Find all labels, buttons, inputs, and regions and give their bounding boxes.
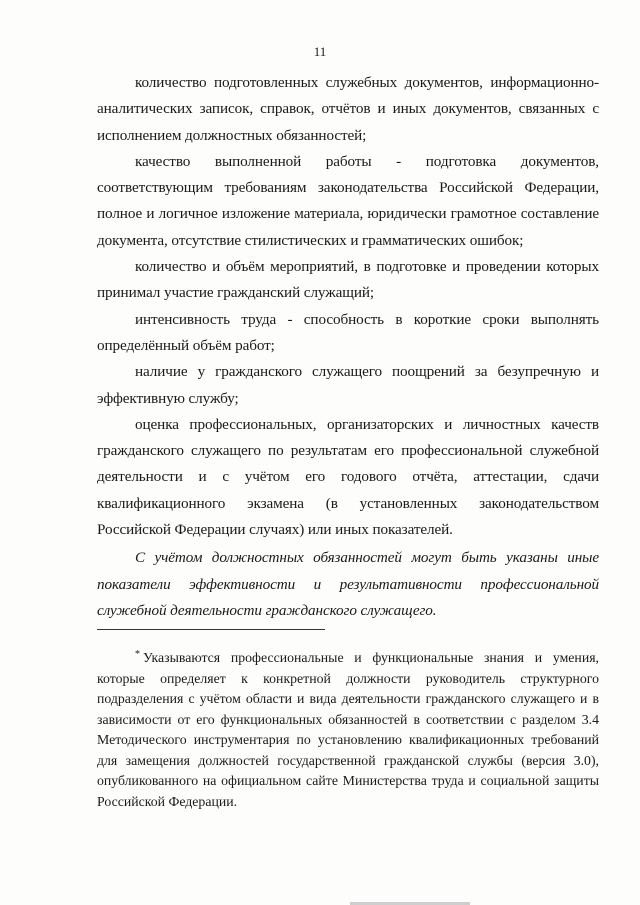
footnote-text: Указываются профессиональные и функциональные знания и умения, которые определяет к конкретной должности руководитель структурного подразделения с учётом области и вида деятельности гражданского служащего и в зависимости от его функциональных обязанностей в соответствии с разделом 3.4 Методического инструментария по установлению квалификационных требований для замещения должностей государственной гражданской службы (версия 3.0), опубликованного на официальном сайте Министерства труда и социальной защиты Российской Федерации. (97, 650, 599, 809)
paragraph-awards: наличие у гражданского служащего поощрений за безупречную и эффективную службу; (97, 363, 599, 407)
paragraph-work-quality: качество выполненной работы - подготовка документов, соответствующим требованиям законодательства Российской Федерации, полное и логичное изложение материала, юридически грамотное составление документа, отсутствие стилистических и грамматических ошибок; (97, 152, 599, 249)
paragraph-events-count: количество и объём мероприятий, в подготовке и проведении которых принимал участие гражданский служащий; (97, 258, 599, 302)
paragraph-work-intensity: интенсивность труда - способность в короткие сроки выполнять определённый объём работ; (97, 310, 599, 354)
page-number: 11 (313, 44, 327, 59)
footnote-paragraph (97, 645, 599, 812)
italic-note: С учётом должностных обязанностей могут быть указаны иные показатели эффективности и результативности профессиональной служебной деятельности гражданского служащего. (97, 549, 599, 619)
document-body (97, 70, 599, 624)
footnote-mark: * (135, 649, 140, 660)
paragraph-document-count: количество подготовленных служебных документов, информационно-аналитических записок, справок, отчётов и иных документов, связанных с исполнением должностных обязанностей; (97, 74, 599, 144)
footnote (97, 645, 599, 812)
paragraph-qualities-assessment: оценка профессиональных, организаторских и личностных качеств гражданского служащего по результатам его профессиональной служебной деятельности и с учётом его годового отчёта, аттестации, сдачи квалификационного экзамена (в установленных законодательством Российской Федерации случаях) или иных показателей. (97, 415, 599, 539)
footnote-divider (97, 629, 325, 630)
